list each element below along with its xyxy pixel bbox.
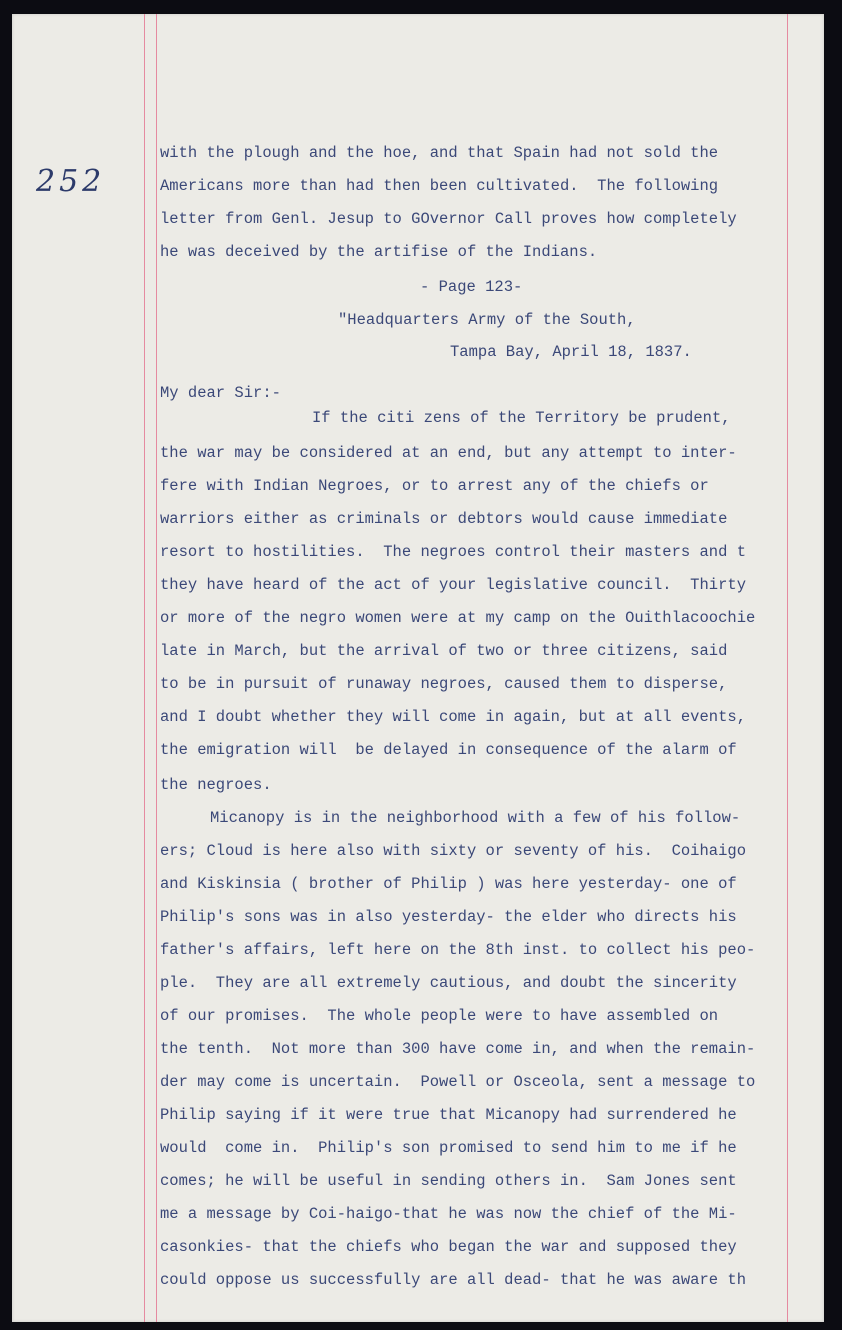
text-line: resort to hostilities. The negroes control their masters and t <box>160 543 746 561</box>
page-reference: - Page 123- <box>420 278 523 296</box>
text-line: to be in pursuit of runaway negroes, caused them to disperse, <box>160 675 728 693</box>
text-line: Philip's sons was in also yesterday- the elder who directs his <box>160 908 737 926</box>
text-line: me a message by Coi-haigo-that he was now the chief of the Mi- <box>160 1205 737 1223</box>
text-line: would come in. Philip's son promised to send him to me if he <box>160 1139 737 1157</box>
text-line: the negroes. <box>160 776 272 794</box>
text-line: letter from Genl. Jesup to GOvernor Call proves how completely <box>160 210 737 228</box>
text-line: Americans more than had then been cultivated. The following <box>160 177 719 195</box>
document-page <box>12 14 824 1322</box>
text-line: of our promises. The whole people were to have assembled on <box>160 1007 719 1025</box>
text-line: and I doubt whether they will come in again, but at all events, <box>160 708 746 726</box>
text-line: they have heard of the act of your legislative council. Thirty <box>160 576 746 594</box>
text-line: comes; he will be useful in sending others in. Sam Jones sent <box>160 1172 737 1190</box>
margin-rule-left-inner <box>156 14 157 1322</box>
text-line: If the citi zens of the Territory be prudent, <box>312 409 731 427</box>
text-line: father's affairs, left here on the 8th inst. to collect his peo- <box>160 941 756 959</box>
text-line: and Kiskinsia ( brother of Philip ) was here yesterday- one of <box>160 875 737 893</box>
text-line: he was deceived by the artifise of the Indians. <box>160 243 598 261</box>
text-line: the emigration will be delayed in consequence of the alarm of <box>160 741 737 759</box>
text-line: ple. They are all extremely cautious, and doubt the sincerity <box>160 974 737 992</box>
margin-rule-right <box>787 14 788 1322</box>
text-line: the tenth. Not more than 300 have come in, and when the remain- <box>160 1040 756 1058</box>
letter-salutation: My dear Sir:- <box>160 384 281 402</box>
letter-heading: "Headquarters Army of the South, <box>338 311 636 329</box>
text-line: the war may be considered at an end, but any attempt to inter- <box>160 444 737 462</box>
margin-rule-left-outer <box>144 14 145 1322</box>
text-line: Micanopy is in the neighborhood with a few of his follow- <box>210 809 741 827</box>
text-line: der may come is uncertain. Powell or Osceola, sent a message to <box>160 1073 756 1091</box>
handwritten-page-number: 252 <box>36 164 106 199</box>
text-line: casonkies- that the chiefs who began the war and supposed they <box>160 1238 737 1256</box>
letter-date: Tampa Bay, April 18, 1837. <box>450 343 692 361</box>
text-line: fere with Indian Negroes, or to arrest any of the chiefs or <box>160 477 709 495</box>
text-line: ers; Cloud is here also with sixty or seventy of his. Coihaigo <box>160 842 746 860</box>
text-line: warriors either as criminals or debtors would cause immediate <box>160 510 728 528</box>
text-line: with the plough and the hoe, and that Spain had not sold the <box>160 144 719 162</box>
text-line: Philip saying if it were true that Micanopy had surrendered he <box>160 1106 737 1124</box>
text-line: or more of the negro women were at my camp on the Ouithlacoochie <box>160 609 756 627</box>
text-line: could oppose us successfully are all dead- that he was aware th <box>160 1271 746 1289</box>
text-line: late in March, but the arrival of two or three citizens, said <box>160 642 728 660</box>
